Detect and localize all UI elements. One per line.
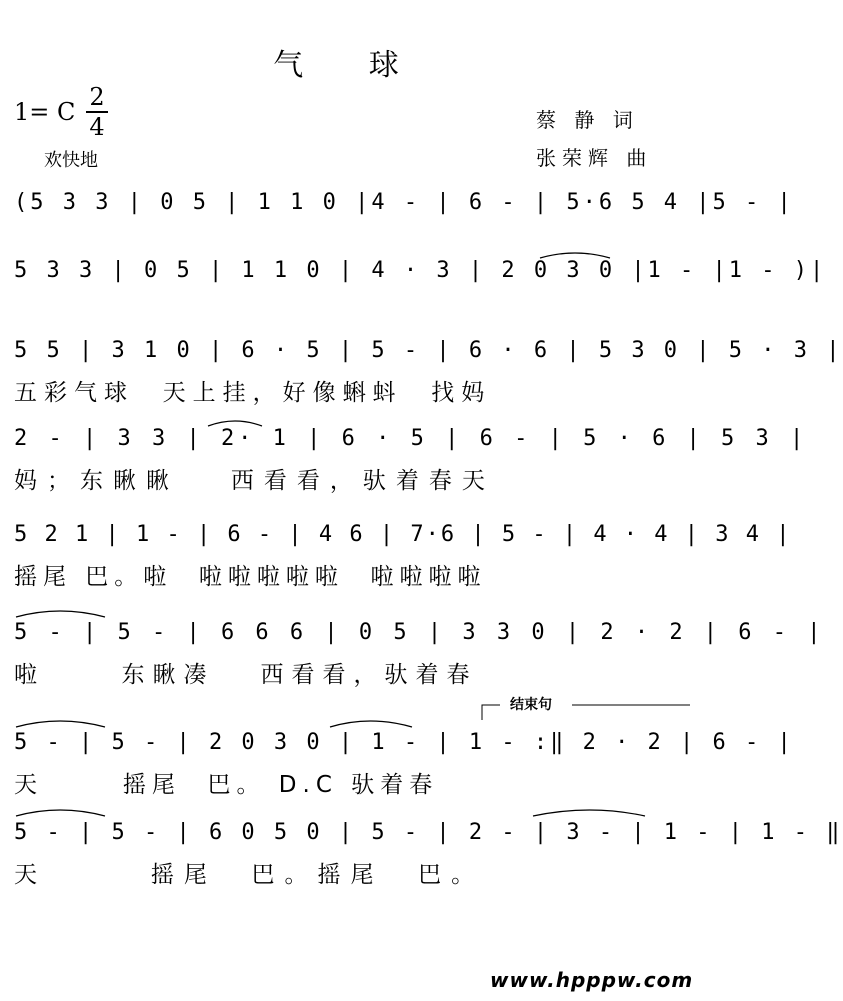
end-phrase-bracket xyxy=(482,705,500,720)
end-phrase-label: 结束句 xyxy=(510,697,552,713)
notation-line: 5 - | 5 - | 2 0 3 0 | 1 - | 1 - :‖ 2 · 2 | 6 - | xyxy=(14,730,794,755)
lyric-line: 啦 东瞅凑 西看看，驮着春 xyxy=(14,662,478,688)
notation-line: 5 2 1 | 1 - | 6 - | 4 6 | 7·6 | 5 - | 4 · 4 | 3 4 | xyxy=(14,522,792,547)
lyric-line: 妈；东瞅瞅 西看看，驮着春天 xyxy=(14,468,495,494)
lyric-line: 五彩气球 天上挂，好像蝌蚪 找妈 xyxy=(14,380,492,406)
notation-line: 5 3 3 | 0 5 | 1 1 0 | 4 · 3 | 2 0 3 0 |1 - |1 - )| xyxy=(14,258,827,283)
time-signature xyxy=(86,84,108,140)
time-sig-denominator: 4 xyxy=(89,113,105,141)
slur-arc xyxy=(16,721,105,727)
slur-arc xyxy=(16,810,105,816)
notation-line: 5 - | 5 - | 6 0 5 0 | 5 - | 2 - | 3 - | 1 - | 1 - ‖ xyxy=(14,820,843,845)
slur-arc xyxy=(330,721,412,727)
lyric-line: 天 摇尾 巴。摇尾 巴。 xyxy=(14,862,485,888)
notation-line: 5 - | 5 - | 6 6 6 | 0 5 | 3 3 0 | 2 · 2 | 6 - | xyxy=(14,620,825,645)
time-sig-numerator: 2 xyxy=(89,83,105,111)
key-signature: 1= C xyxy=(14,98,76,126)
notation-line: 5 5 | 3 1 0 | 6 · 5 | 5 - | 6 · 6 | 5 3 0 | 5 · 3 | xyxy=(14,338,843,363)
watermark: www.hpppw.com xyxy=(490,968,694,992)
slur-arc xyxy=(16,611,105,617)
notation-line: 2 - | 3 3 | 2· 1 | 6 · 5 | 6 - | 5 · 6 | 5 3 | xyxy=(14,426,808,451)
song-title: 气 球 xyxy=(273,48,427,83)
slur-arc xyxy=(533,810,645,816)
notation-line: (5 3 3 | 0 5 | 1 1 0 |4 - | 6 - | 5·6 5 4 |5 - | xyxy=(14,190,794,215)
tempo-marking: 欢快地 xyxy=(44,150,98,171)
lyricist-credit: 蔡 静 词 xyxy=(536,108,639,132)
lyric-line: 天 摇尾 巴。 D.C 驮着春 xyxy=(14,772,439,798)
lyric-line: 摇尾 巴。啦 啦啦啦啦啦 啦啦啦啦 xyxy=(14,564,487,590)
composer-credit: 张荣辉 曲 xyxy=(536,146,653,170)
